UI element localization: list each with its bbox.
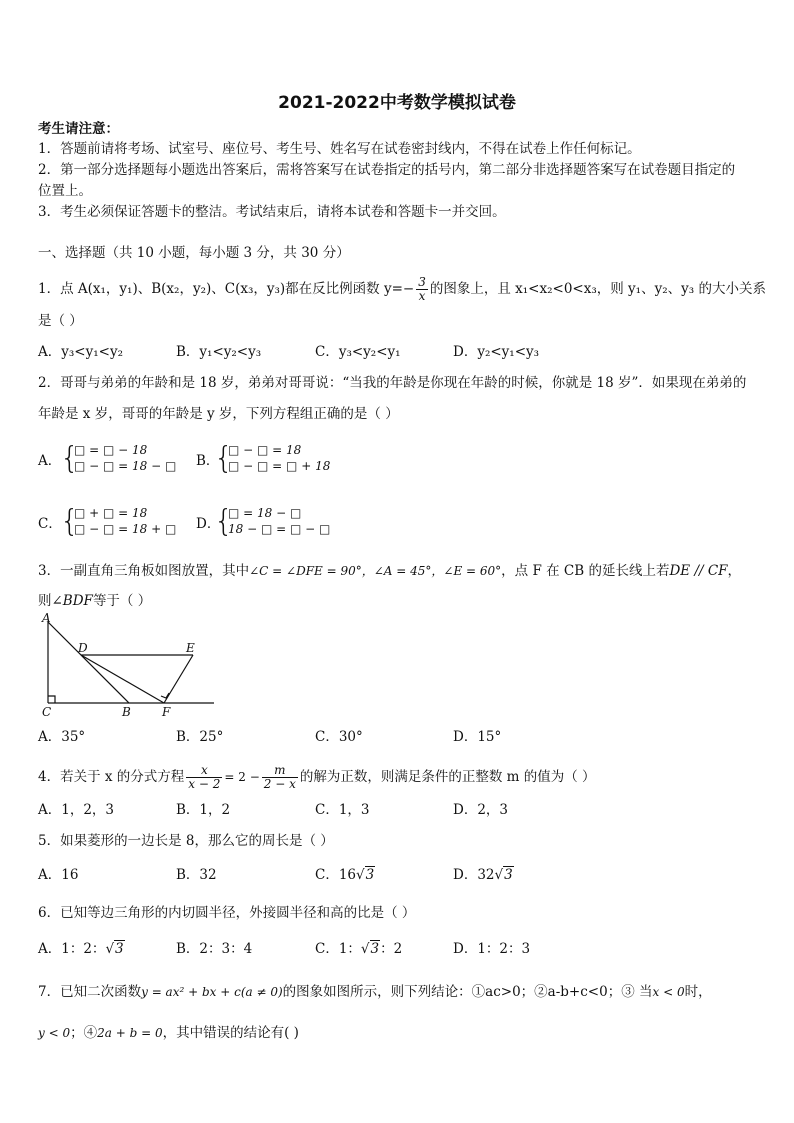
sqrt-sign-icon: √	[356, 867, 365, 883]
question-text: 的解为正数，则满足条件的正整数 m 的值为（ ）	[299, 769, 596, 785]
notice-item: 位置上。	[38, 183, 92, 199]
question-text: 的图象如图所示，则下列结论：①ac>0；②a-b+c<0；③ 当	[282, 984, 653, 1000]
fraction	[186, 764, 222, 791]
option-c: C．30°	[315, 729, 363, 745]
option-b: B．32	[176, 867, 217, 883]
question-text: 3．一副直角三角板如图放置，其中	[38, 563, 250, 579]
equation: 18 − □ = □ − □	[228, 522, 331, 536]
option-b: B．25°	[176, 729, 224, 745]
option-text: A．1：2：	[38, 941, 106, 957]
option-text: D．32	[453, 867, 495, 883]
option-label: B．	[196, 453, 220, 469]
option-d: D．15°	[453, 729, 502, 745]
question-7	[38, 983, 712, 1001]
question-text: ，其中错误的结论有( )	[162, 1025, 299, 1041]
label-c: C	[42, 705, 52, 719]
sqrt-radicand: 3	[365, 867, 375, 883]
fraction-numerator: x	[186, 764, 222, 778]
sqrt-radicand: 3	[370, 941, 380, 957]
question-text: 时，	[684, 984, 712, 1000]
option-c	[315, 940, 402, 958]
option-b: B．2：3：4	[176, 941, 253, 957]
option-b: B．1，2	[176, 802, 231, 818]
sqrt-sign-icon: √	[494, 867, 504, 883]
option-label: C．	[38, 516, 62, 532]
equation-system	[60, 441, 180, 478]
math-expression: DE // CF	[669, 563, 728, 579]
equation: □ − □ = 18 − □	[74, 459, 177, 473]
equation-system	[214, 441, 334, 478]
question-6: 6．已知等边三角形的内切圆半径，外接圆半径和高的比是（ ）	[38, 905, 416, 921]
question-text: 4．若关于 x 的分式方程	[38, 769, 185, 785]
question-text	[38, 1024, 299, 1042]
label-e: E	[186, 641, 195, 655]
segment-ab	[48, 622, 129, 703]
question-text: 7．已知二次函数	[38, 984, 142, 1000]
question-5: 5．如果菱形的一边长是 8，那么它的周长是（ ）	[38, 833, 334, 849]
math-expression: x < 0	[652, 985, 685, 999]
sqrt-radicand: 3	[504, 867, 513, 883]
question-4	[38, 764, 596, 791]
equation: □ = 18 − □	[228, 506, 302, 520]
math-expression: y = ax² + bx + c(a ≠ 0)	[141, 985, 283, 999]
equation: □ − □ = 18 + □	[74, 522, 177, 536]
option-a: A．1，2，3	[38, 802, 115, 818]
option-text: C．16	[315, 867, 357, 883]
brace-icon: {	[60, 441, 80, 476]
option-a: A．35°	[38, 729, 86, 745]
brace-icon: {	[60, 504, 80, 539]
fraction	[416, 276, 428, 303]
option-c: C．y₃<y₂<y₁	[315, 344, 401, 360]
label-b: B	[122, 705, 131, 719]
right-angle-mark-c	[48, 696, 55, 703]
fraction-numerator: 3	[418, 275, 426, 289]
option-label: A．	[38, 453, 62, 469]
question-text: 是（ ）	[38, 313, 83, 329]
sqrt-sign-icon: √	[360, 941, 370, 957]
option-c	[38, 515, 62, 533]
equation: □ + □ = 18	[74, 506, 148, 520]
label-d: D	[78, 641, 88, 655]
option-d: D．1：2：3	[453, 941, 531, 957]
option-b: B．y₁<y₂<y₃	[176, 344, 262, 360]
question-2: 2．哥哥与弟弟的年龄和是 18 岁，弟弟对哥哥说：“当我的年龄是你现在年龄的时候，你就是 18 岁”．如果现在弟弟的	[38, 375, 747, 391]
question-text: 等于（ ）	[92, 593, 152, 609]
option-a	[38, 452, 61, 470]
option-c: C．1，3	[315, 802, 370, 818]
fraction-numerator: m	[262, 764, 298, 778]
fraction	[262, 764, 298, 791]
option-a	[38, 940, 125, 958]
fraction-denominator: x	[418, 289, 426, 303]
question-1	[38, 276, 766, 303]
page-title: 2021-2022中考数学模拟试卷	[278, 93, 516, 113]
sqrt-sign-icon: √	[105, 941, 115, 957]
brace-icon: {	[214, 504, 234, 539]
option-d: D．y₂<y₁<y₃	[453, 344, 540, 360]
option-text: ：2	[380, 941, 403, 957]
sqrt-radicand: 3	[115, 941, 124, 957]
question-text	[38, 592, 151, 610]
label-f: F	[162, 705, 171, 719]
equation: □ − □ = 18	[228, 443, 302, 457]
notice-item: 3．考生必须保证答题卡的整洁。考试结束后，请将本试卷和答题卡一并交回。	[38, 204, 506, 220]
option-d	[453, 866, 514, 884]
notice-item: 2．第一部分选择题每小题选出答案后，需将答案写在试卷指定的括号内，第二部分非选择题答案写在试卷题目指定的	[38, 162, 736, 178]
question-text: ，点 F 在 CB 的延长线上若	[501, 563, 670, 579]
option-text: C．1：	[315, 941, 361, 957]
equation: □ = □ − 18	[74, 443, 148, 457]
fraction-denominator: 2 − x	[263, 777, 296, 791]
question-text: 的图象上，且 x₁<x₂<0<x₃，则 y₁、y₂、y₃ 的大小关系	[429, 281, 766, 297]
question-text: ；④	[70, 1025, 98, 1041]
option-a: A．16	[38, 867, 79, 883]
segment-ef	[164, 655, 193, 703]
section-heading: 一、选择题（共 10 小题，每小题 3 分，共 30 分）	[38, 245, 350, 261]
math-expression: ∠C = ∠DFE = 90°，∠A = 45°，∠E = 60°	[249, 564, 502, 578]
notice-heading: 考生请注意：	[38, 121, 119, 137]
math-expression: y < 0	[38, 1026, 71, 1040]
triangle-figure	[36, 612, 226, 722]
math-expression: ∠BDF	[51, 593, 93, 609]
question-3	[38, 562, 741, 580]
equation-system	[60, 504, 180, 541]
question-text: ，	[727, 563, 742, 579]
notice-item: 1．答题前请将考场、试室号、座位号、考生号、姓名写在试卷密封线内，不得在试卷上作任何标记。	[38, 141, 641, 157]
question-text: 1．点 A(x₁，y₁)、B(x₂，y₂)、C(x₃，y₃)都在反比例函数 y=−	[38, 281, 415, 297]
question-text: 年龄是 x 岁，哥哥的年龄是 y 岁，下列方程组正确的是（ ）	[38, 406, 399, 422]
equation-system	[214, 504, 334, 541]
option-c	[315, 866, 375, 884]
question-text: 则	[38, 593, 52, 609]
brace-icon: {	[214, 441, 234, 476]
option-label: D．	[196, 516, 221, 532]
equation: □ − □ = □ + 18	[228, 459, 331, 473]
option-a: A．y₃<y₁<y₂	[38, 344, 123, 360]
fraction-denominator: x − 2	[188, 777, 221, 791]
option-d: D．2，3	[453, 802, 509, 818]
math-expression: = 2 −	[224, 770, 260, 784]
label-a: A	[42, 612, 51, 625]
math-expression: 2a + b = 0	[97, 1026, 163, 1040]
